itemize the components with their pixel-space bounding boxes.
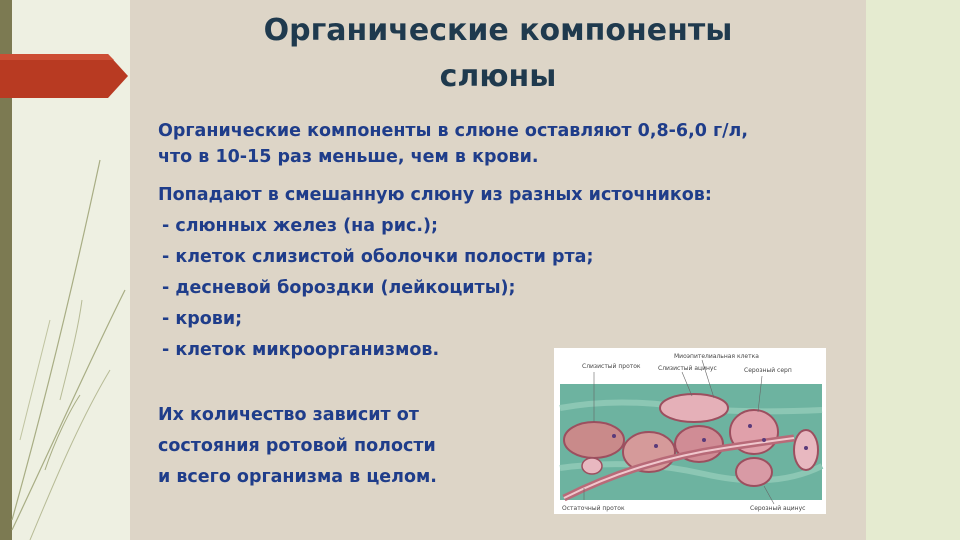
slide-title bbox=[130, 8, 866, 100]
source-item: - крови; bbox=[162, 309, 243, 329]
source-item: - слюнных желез (на рис.); bbox=[162, 216, 438, 236]
figure-label: Миоэпителиальная клетка bbox=[674, 353, 759, 360]
figure-label: Серозный ацинус bbox=[750, 505, 806, 512]
salivary-gland-illustration bbox=[554, 348, 826, 514]
sources-heading: Попадают в смешанную слюну из разных источников: bbox=[158, 185, 712, 205]
figure-label: Слизистый проток bbox=[582, 363, 641, 370]
figure-label: Остаточный проток bbox=[562, 505, 625, 512]
red-arrow-icon bbox=[0, 54, 130, 98]
conclusion-line-1: Их количество зависит от bbox=[158, 405, 419, 425]
conclusion-line-3: и всего организма в целом. bbox=[158, 467, 437, 487]
slide-body bbox=[158, 118, 858, 366]
title-line-2: слюны bbox=[439, 59, 557, 94]
intro-line-2: что в 10-15 раз меньше, чем в крови. bbox=[158, 147, 539, 167]
conclusion-paragraph bbox=[158, 400, 518, 493]
title-line-1: Органические компоненты bbox=[263, 13, 733, 48]
source-item: - клеток слизистой оболочки полости рта; bbox=[162, 247, 594, 267]
right-side-panel bbox=[866, 0, 960, 540]
intro-paragraph bbox=[158, 118, 858, 170]
figure-label: Слизистый ацинус bbox=[658, 365, 717, 372]
source-item: - клеток микроорганизмов. bbox=[162, 340, 440, 360]
intro-line-1: Органические компоненты в слюне оставляют 0,8-6,0 г/л, bbox=[158, 121, 749, 141]
source-item: - десневой бороздки (лейкоциты); bbox=[162, 278, 516, 298]
conclusion-line-2: состояния ротовой полости bbox=[158, 436, 436, 456]
figure-label: Серозный серп bbox=[744, 367, 792, 374]
